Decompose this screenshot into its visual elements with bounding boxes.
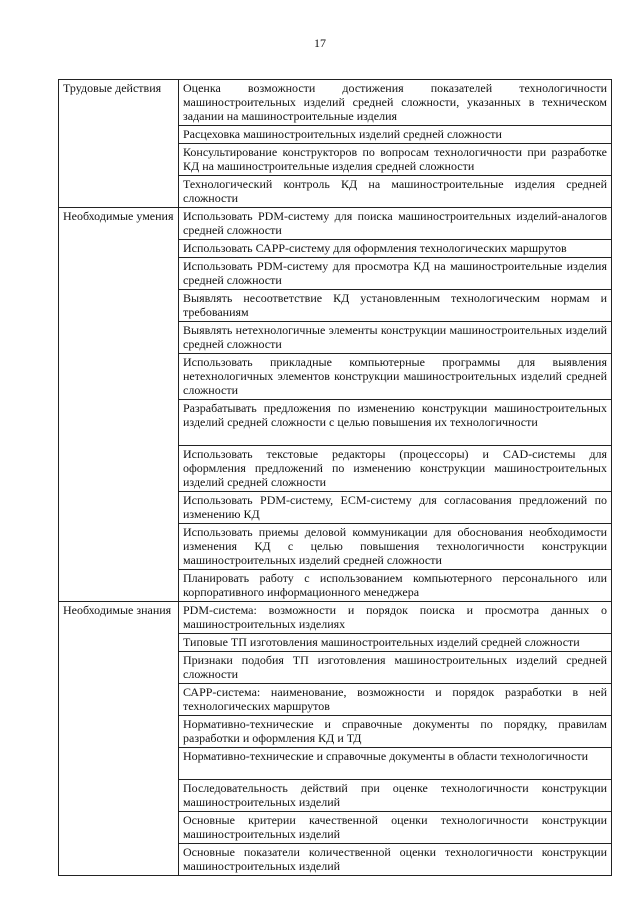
section-label-labor-actions: Трудовые действия	[59, 80, 179, 208]
table-row	[59, 602, 612, 634]
section-label-required-knowledge: Необходимые знания	[59, 602, 179, 876]
table-cell: Оценка возможности достижения показателей технологичности машиностроительных изделий средней сложности, указанных в техническом задании на машиностроительные изделия	[179, 80, 612, 126]
table-cell: Технологический контроль КД на машиностроительные изделия средней сложности	[179, 176, 612, 208]
table-cell: Консультирование конструкторов по вопросам технологичности при разработке КД на машиностроительные изделия средней сложности	[179, 144, 612, 176]
table-cell: Выявлять нетехнологичные элементы конструкции машиностроительных изделий средней сложности	[179, 322, 612, 354]
table-cell: Нормативно-технические и справочные документы по порядку, правилам разработки и оформления КД и ТД	[179, 716, 612, 748]
table-cell: Использовать прикладные компьютерные программы для выявления нетехнологичных элементов конструкции машиностроительных изделий средней сложности	[179, 354, 612, 400]
requirements-table	[58, 79, 612, 876]
table-cell: Признаки подобия ТП изготовления машиностроительных изделий средней сложности	[179, 652, 612, 684]
table-cell: Планировать работу с использованием компьютерного персонального или корпоративного информационного менеджера	[179, 570, 612, 602]
table-cell: Последовательность действий при оценке технологичности конструкции машиностроительных изделий	[179, 780, 612, 812]
table-cell: Расцеховка машиностроительных изделий средней сложности	[179, 126, 612, 144]
table-cell: Использовать PDM-систему, ЕСМ-систему для согласования предложений по изменению КД	[179, 492, 612, 524]
table-cell: САРР-система: наименование, возможности и порядок разработки в ней технологических маршрутов	[179, 684, 612, 716]
table-cell: Типовые ТП изготовления машиностроительных изделий средней сложности	[179, 634, 612, 652]
table-cell: Использовать приемы деловой коммуникации для обоснования необходимости изменения КД с целью повышения технологичности конструкции машиностроительных изделий средней сложности	[179, 524, 612, 570]
table-cell: Разрабатывать предложения по изменению конструкции машиностроительных изделий средней сложности с целью повышения их технологичности	[179, 400, 612, 446]
table-cell: Основные показатели количественной оценки технологичности конструкции машиностроительных изделий	[179, 844, 612, 876]
table-cell: Выявлять несоответствие КД установленным технологическим нормам и требованиям	[179, 290, 612, 322]
table-cell: Использовать PDM-систему для просмотра КД на машиностроительные изделия средней сложности	[179, 258, 612, 290]
page-number: 17	[314, 36, 326, 50]
table-cell: PDM-система: возможности и порядок поиска и просмотра данных о машиностроительных изделиях	[179, 602, 612, 634]
table-cell: Использовать текстовые редакторы (процессоры) и CAD-системы для оформления предложений по изменению конструкции машиностроительных изделий средней сложности	[179, 446, 612, 492]
table-row	[59, 208, 612, 240]
table-cell: Использовать PDM-систему для поиска машиностроительных изделий-аналогов средней сложности	[179, 208, 612, 240]
table-row	[59, 80, 612, 126]
table-cell: Использовать САРР-систему для оформления технологических маршрутов	[179, 240, 612, 258]
section-label-required-skills: Необходимые умения	[59, 208, 179, 602]
table-cell: Основные критерии качественной оценки технологичности конструкции машиностроительных изделий	[179, 812, 612, 844]
table-cell: Нормативно-технические и справочные документы в области технологичности	[179, 748, 612, 780]
